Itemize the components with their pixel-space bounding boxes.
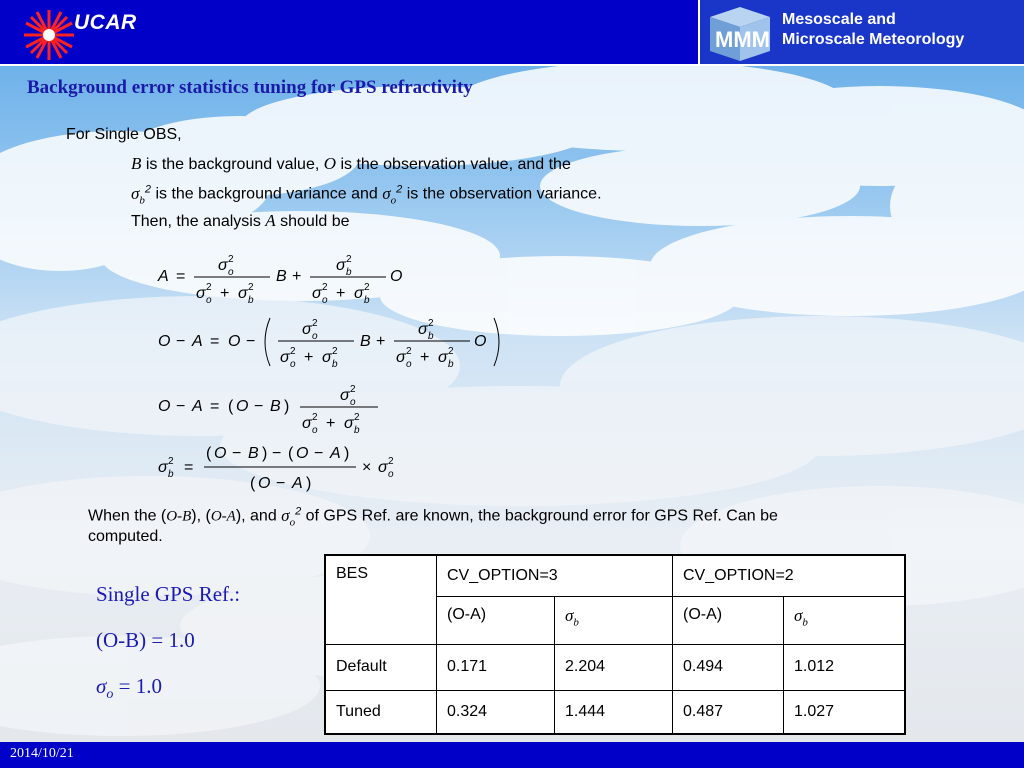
header-bar — [0, 0, 1024, 66]
svg-text:=: = — [210, 333, 220, 350]
svg-text:O: O — [158, 398, 171, 415]
svg-text:2: 2 — [206, 282, 212, 293]
svg-text:σ: σ — [378, 459, 388, 476]
svg-text:2: 2 — [312, 318, 318, 329]
table-cell: 1.027 — [784, 690, 906, 734]
svg-text:2: 2 — [228, 254, 234, 265]
intro-line-1: For Single OBS, — [66, 126, 182, 143]
svg-text:σ: σ — [158, 459, 168, 476]
header-bes: BES — [325, 555, 437, 644]
svg-text:+: + — [420, 349, 430, 366]
svg-text:−: − — [232, 445, 242, 462]
header-cv-option-3: CV_OPTION=3 — [437, 555, 673, 596]
svg-text:O: O — [390, 268, 403, 285]
svg-text:o: o — [228, 267, 234, 278]
svg-text:2: 2 — [406, 346, 412, 357]
svg-text:σ: σ — [312, 285, 322, 302]
svg-text:b: b — [364, 295, 370, 306]
svg-text:σ: σ — [396, 349, 406, 366]
svg-text:σ: σ — [196, 285, 206, 302]
svg-text:): ) — [344, 445, 350, 462]
ucar-star-logo-icon — [22, 8, 76, 62]
equation-4 — [158, 445, 394, 492]
svg-text:×: × — [362, 459, 372, 476]
svg-text:2: 2 — [248, 282, 254, 293]
svg-text:(: ( — [250, 475, 256, 492]
ob-value: (O-B) = 1.0 — [96, 628, 195, 652]
svg-text:2: 2 — [346, 254, 352, 265]
svg-text:σ: σ — [354, 285, 364, 302]
row-label: Tuned — [325, 690, 437, 734]
svg-text:σ: σ — [322, 349, 332, 366]
bes-table — [324, 554, 906, 735]
equation-2 — [158, 318, 499, 370]
svg-text:O: O — [228, 333, 241, 350]
svg-text:−: − — [254, 398, 264, 415]
svg-text:o: o — [206, 295, 212, 306]
svg-text:+: + — [292, 268, 302, 285]
footer-date: 2014/10/21 — [10, 746, 74, 761]
svg-text:σ: σ — [344, 415, 354, 432]
svg-text:O: O — [236, 398, 249, 415]
svg-text:2: 2 — [168, 456, 174, 467]
svg-text:O: O — [258, 475, 271, 492]
svg-text:+: + — [304, 349, 314, 366]
equation-3 — [158, 384, 378, 436]
subheader-oa-cv2: (O-A) — [673, 596, 784, 644]
svg-text:σ: σ — [218, 257, 228, 274]
svg-text:σ: σ — [238, 285, 248, 302]
svg-text:o: o — [406, 359, 412, 370]
svg-text:b: b — [332, 359, 338, 370]
slide-title: Background error statistics tuning for GPS refractivity — [27, 77, 473, 98]
svg-text:2: 2 — [290, 346, 296, 357]
svg-text:2: 2 — [388, 456, 394, 467]
svg-text:b: b — [428, 331, 434, 342]
svg-text:=: = — [210, 398, 220, 415]
svg-text:): ) — [306, 475, 312, 492]
svg-text:b: b — [346, 267, 352, 278]
svg-text:(: ( — [206, 445, 212, 462]
svg-text:o: o — [388, 469, 394, 480]
svg-text:2: 2 — [322, 282, 328, 293]
svg-text:σ: σ — [438, 349, 448, 366]
svg-text:σ: σ — [340, 387, 350, 404]
svg-text:2: 2 — [364, 282, 370, 293]
table-row — [325, 690, 905, 734]
equations-block — [150, 248, 510, 498]
svg-text:−: − — [176, 398, 186, 415]
svg-text:2: 2 — [350, 384, 356, 395]
svg-text:+: + — [376, 333, 386, 350]
svg-text:A: A — [192, 398, 203, 415]
svg-text:+: + — [220, 285, 230, 302]
svg-text:o: o — [312, 425, 318, 436]
table-cell: 1.012 — [784, 644, 906, 690]
intro-line-2: B is the background value, O is the observation value, and the — [131, 154, 571, 173]
svg-text:(: ( — [228, 398, 234, 415]
svg-text:2: 2 — [332, 346, 338, 357]
svg-text:σ: σ — [302, 415, 312, 432]
svg-text:B: B — [270, 398, 281, 415]
svg-text:−: − — [276, 475, 286, 492]
subheader-oa-cv3: (O-A) — [437, 596, 555, 644]
svg-text:o: o — [322, 295, 328, 306]
sigma-b-squared: $\sigma_b^2$ — [131, 183, 152, 207]
svg-text:b: b — [354, 425, 360, 436]
svg-text:σ: σ — [418, 321, 428, 338]
svg-text:O: O — [474, 333, 487, 350]
row-label: Default — [325, 644, 437, 690]
svg-text:b: b — [448, 359, 454, 370]
svg-text:A: A — [292, 475, 303, 492]
svg-text:−: − — [272, 445, 282, 462]
sigma-o-squared: $\sigma_o^2$ — [382, 183, 403, 207]
svg-text:2: 2 — [448, 346, 454, 357]
single-gps-label: Single GPS Ref.: — [96, 582, 241, 606]
computed-note-line-1: When the (O-B), (O-A), and $\sigma_o^2$ of GPS Ref. are known, the background error for GPS Ref. Can be — [88, 505, 778, 529]
svg-text:B: B — [248, 445, 259, 462]
ucar-logo-text: UCAR — [74, 11, 137, 34]
svg-text:A: A — [192, 333, 203, 350]
svg-text:=: = — [184, 459, 194, 476]
svg-text:σ: σ — [280, 349, 290, 366]
table-cell: 0.324 — [437, 690, 555, 734]
table-cell: 0.171 — [437, 644, 555, 690]
svg-text:−: − — [314, 445, 324, 462]
svg-text:+: + — [336, 285, 346, 302]
computed-note-line-2: computed. — [88, 528, 163, 545]
svg-text:+: + — [326, 415, 336, 432]
svg-text:B: B — [276, 268, 287, 285]
header-cv-option-2: CV_OPTION=2 — [673, 555, 906, 596]
mmm-cube-logo-icon — [704, 3, 774, 63]
subheader-sigma-b-cv2: $\sigma_b$ — [784, 596, 906, 644]
mmm-logo-text: MMM — [715, 27, 770, 52]
equation-1 — [157, 254, 402, 306]
svg-text:O: O — [296, 445, 309, 462]
svg-text:o: o — [312, 331, 318, 342]
svg-text:2: 2 — [428, 318, 434, 329]
svg-text:): ) — [262, 445, 268, 462]
table-cell: 0.487 — [673, 690, 784, 734]
mmm-title — [782, 10, 964, 50]
svg-text:2: 2 — [312, 412, 318, 423]
svg-text:2: 2 — [354, 412, 360, 423]
svg-text:−: − — [246, 333, 256, 350]
svg-text:b: b — [248, 295, 254, 306]
svg-text:A: A — [158, 268, 169, 285]
svg-text:=: = — [176, 268, 186, 285]
symbol-a: A — [265, 211, 276, 230]
svg-text:o: o — [350, 397, 356, 408]
sigma-o-squared: $\sigma_o^2$ — [281, 505, 302, 529]
table-cell: 0.494 — [673, 644, 784, 690]
svg-text:−: − — [176, 333, 186, 350]
table-row — [325, 644, 905, 690]
header-divider — [0, 64, 1024, 66]
svg-text:O: O — [158, 333, 171, 350]
svg-text:B: B — [360, 333, 371, 350]
symbol-b: B — [131, 154, 142, 173]
svg-text:): ) — [284, 398, 290, 415]
svg-text:σ: σ — [302, 321, 312, 338]
svg-text:b: b — [168, 469, 174, 480]
mmm-line1: Mesoscale and — [782, 11, 896, 28]
intro-line-3: $\sigma_b^2$ is the background variance and $\sigma_o^2$ is the observation variance. — [131, 183, 602, 207]
svg-text:(: ( — [288, 445, 294, 462]
svg-text:o: o — [290, 359, 296, 370]
table-cell: 1.444 — [555, 690, 673, 734]
svg-text:A: A — [330, 445, 341, 462]
sigma-o-value: $\sigma_o = 1.0$ — [96, 674, 162, 703]
svg-text:σ: σ — [336, 257, 346, 274]
intro-line-4: Then, the analysis A should be — [131, 211, 350, 230]
symbol-o: O — [323, 154, 337, 173]
subheader-sigma-b-cv3: $\sigma_b$ — [555, 596, 673, 644]
svg-text:O: O — [214, 445, 227, 462]
mmm-line2: Microscale Meteorology — [782, 31, 965, 48]
table-cell: 2.204 — [555, 644, 673, 690]
footer-bar — [0, 742, 1024, 768]
